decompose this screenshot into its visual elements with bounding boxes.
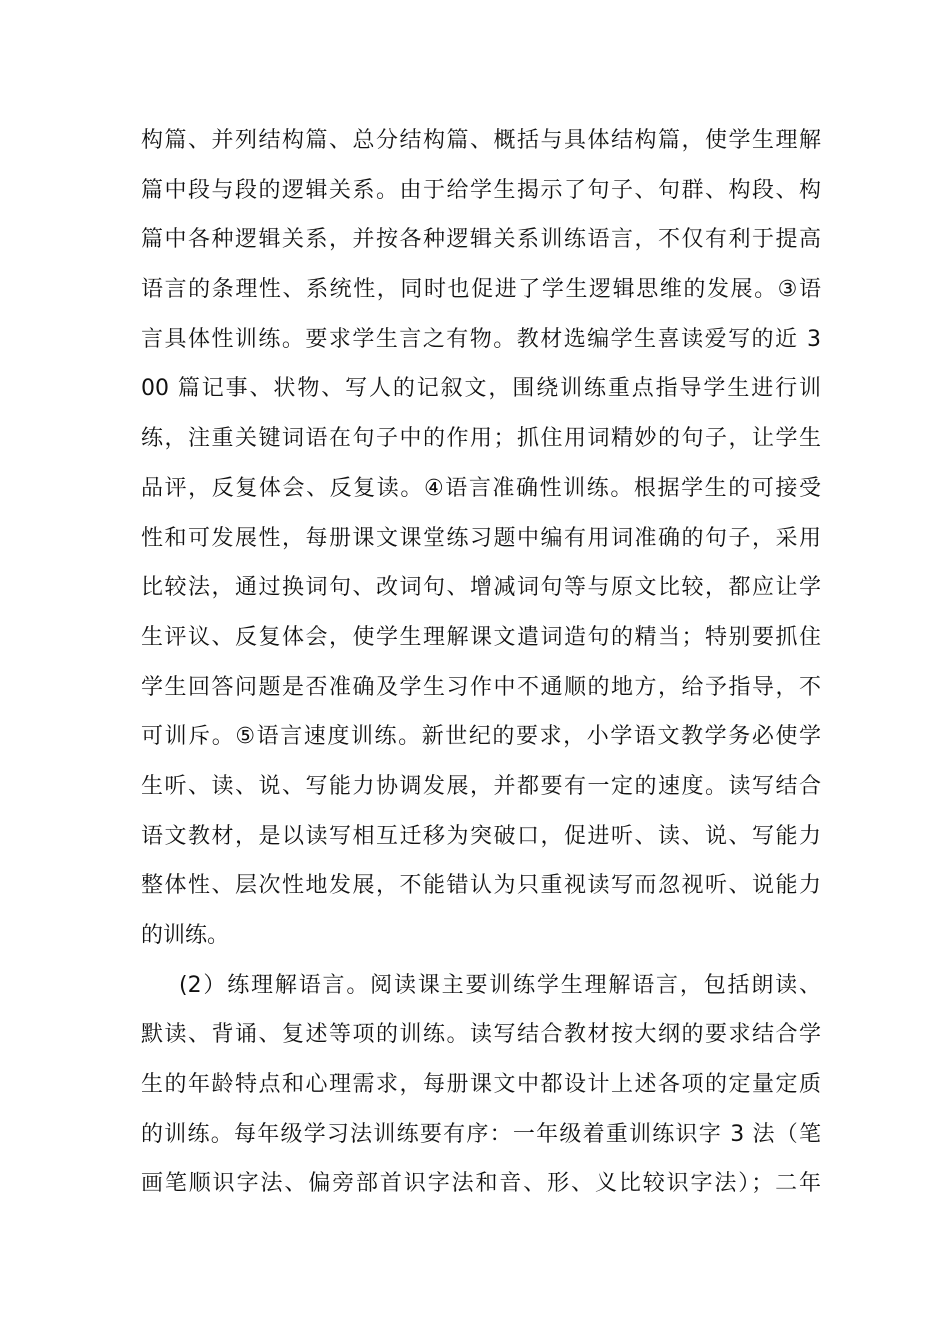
text-line: 语文教材，是以读写相互迁移为突破口，促进听、读、说、写能力 — [141, 823, 821, 849]
text-line: 整体性、层次性地发展，不能错认为只重视读写而忽视听、说能力 — [141, 873, 821, 899]
text-line: 生听、读、说、写能力协调发展，并都要有一定的速度。读写结合 — [141, 773, 821, 799]
text-line: 默读、背诵、复述等项的训练。读写结合教材按大纲的要求结合学 — [141, 1022, 821, 1048]
text-line: 比较法，通过换词句、改词句、增减词句等与原文比较，都应让学 — [141, 575, 821, 601]
text-line: 品评，反复体会、反复读。④语言准确性训练。根据学生的可接受 — [141, 475, 821, 501]
text-line: 构篇、并列结构篇、总分结构篇、概括与具体结构篇，使学生理解 — [141, 128, 821, 153]
text-line-paragraph-end: 的训练。 — [141, 923, 230, 948]
text-line: 生的年龄特点和心理需求，每册课文中都设计上述各项的定量定质 — [141, 1072, 821, 1098]
text-line: 语言的条理性、系统性，同时也促进了学生逻辑思维的发展。③语 — [141, 277, 821, 303]
text-line: 00 篇记事、状物、写人的记叙文，围绕训练重点指导学生进行训 — [141, 376, 821, 402]
text-line: 学生回答问题是否准确及学生习作中不通顺的地方，给予指导，不 — [141, 674, 821, 700]
text-line: 性和可发展性，每册课文课堂练习题中编有用词准确的句子，采用 — [141, 525, 821, 551]
body-text — [141, 116, 821, 1209]
text-line: 可训斥。⑤语言速度训练。新世纪的要求，小学语文教学务必使学 — [141, 724, 821, 750]
text-line: 篇中各种逻辑关系，并按各种逻辑关系训练语言，不仅有利于提高 — [141, 227, 821, 253]
text-line: 练，注重关键词语在句子中的作用；抓住用词精妙的句子，让学生 — [141, 426, 821, 452]
text-line: 画笔顺识字法、偏旁部首识字法和音、形、义比较识字法）；二年 — [141, 1171, 821, 1197]
text-line: 言具体性训练。要求学生言之有物。教材选编学生喜读爱写的近 3 — [141, 326, 821, 352]
text-line: 篇中段与段的逻辑关系。由于给学生揭示了句子、句群、构段、构 — [141, 177, 821, 203]
text-line: 生评议、反复体会，使学生理解课文遣词造句的精当；特别要抓住 — [141, 624, 821, 650]
text-line-paragraph-start: (2）练理解语言。阅读课主要训练学生理解语言，包括朗读、 — [179, 972, 821, 998]
text-line: 的训练。每年级学习法训练要有序：一年级着重训练识字 3 法（笔 — [141, 1121, 821, 1147]
